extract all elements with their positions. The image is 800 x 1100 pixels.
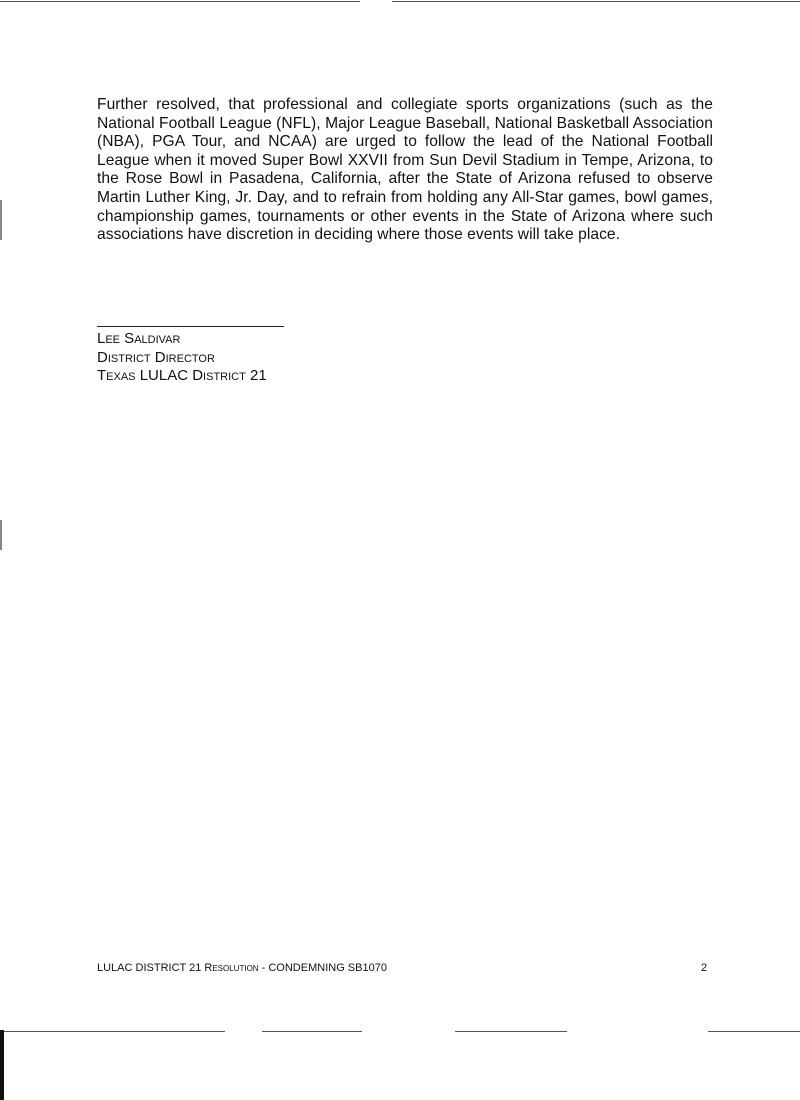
- scan-bottom-line-4: [708, 1031, 800, 1032]
- signature-line: [97, 326, 284, 327]
- scan-left-edge-bar: [0, 1030, 4, 1100]
- page-number: 2: [701, 962, 708, 974]
- scan-bottom-line-1: [0, 1031, 225, 1032]
- scan-bottom-line-2: [262, 1031, 362, 1032]
- signatory-organization: [97, 367, 267, 386]
- signatory-title: District Director: [97, 348, 215, 366]
- scan-bottom-line-3: [455, 1031, 567, 1032]
- footer-doc-kind: Resolution: [204, 962, 259, 974]
- footer-doc-suffix: - CONDEMNING SB1070: [261, 962, 387, 974]
- signature-block: [97, 330, 267, 386]
- org-name: LULAC: [139, 367, 189, 384]
- scan-edge-tick: [0, 200, 2, 240]
- org-suffix: District 21: [192, 367, 267, 384]
- scan-top-line-left: [0, 1, 360, 2]
- scan-top-line-right: [392, 1, 800, 2]
- scan-edge-tick: [0, 520, 2, 550]
- footer-document-title: [97, 962, 387, 974]
- org-prefix: Texas: [97, 367, 136, 384]
- footer-doc-prefix: LULAC DISTRICT 21: [97, 962, 202, 974]
- signatory-name: Lee Saldivar: [97, 330, 181, 347]
- resolution-paragraph: Further resolved, that professional and collegiate sports organizations (such as the National Football League (NFL), Major League Baseball, National Basketball Association (NBA), PGA Tour, and NCAA) are urged to follow the lead of the National Football League when it moved Super Bowl XXVII from Sun Devil Stadium in Tempe, Arizona, to the Rose Bowl in Pasadena, California, after the State of Arizona refused to observe Martin Luther King, Jr. Day, and to refrain from holding any All-Star games, bowl games, championship games, tournaments or other events in the State of Arizona where such associations have discretion in deciding where those events will take place.: [97, 96, 713, 244]
